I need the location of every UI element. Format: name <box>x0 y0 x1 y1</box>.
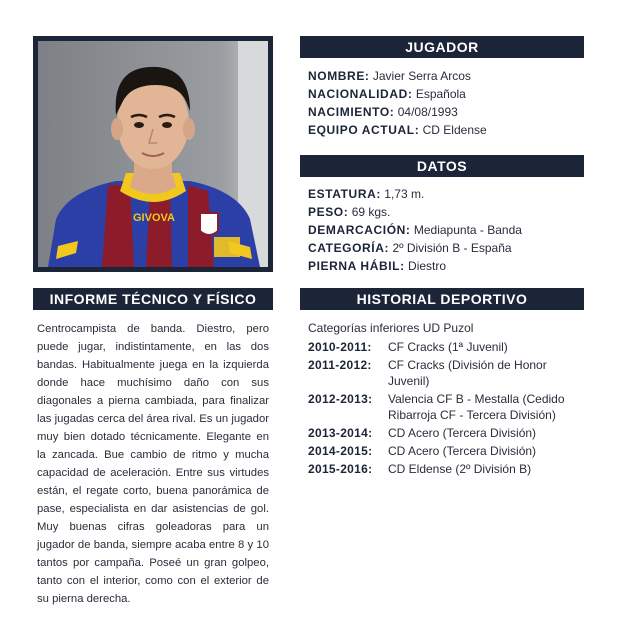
info-row-peso <box>308 203 522 221</box>
historial-row <box>308 443 584 459</box>
historial-club: CD Eldense (2º División B) <box>388 462 532 476</box>
info-label: PESO: <box>308 205 349 219</box>
historial-row <box>308 357 584 389</box>
historial-club: CF Cracks (División de Honor Juvenil) <box>388 358 547 388</box>
info-value: Javier Serra Arcos <box>372 69 471 83</box>
historial-list <box>308 320 584 479</box>
historial-years: 2013-2014: <box>308 426 373 440</box>
player-photo-illustration <box>38 41 268 267</box>
historial-years: 2010-2011: <box>308 340 372 354</box>
jugador-header: JUGADOR <box>300 36 584 58</box>
info-label: CATEGORÍA: <box>308 241 390 255</box>
info-label: NACIONALIDAD: <box>308 87 413 101</box>
info-value: 04/08/1993 <box>397 105 458 119</box>
historial-years: 2015-2016: <box>308 462 373 476</box>
historial-row <box>308 391 584 423</box>
info-value: Mediapunta - Banda <box>413 223 522 237</box>
info-label: PIERNA HÁBIL: <box>308 259 405 273</box>
info-row-demarcacion <box>308 221 522 239</box>
info-label: NACIMIENTO: <box>308 105 395 119</box>
historial-row <box>308 339 584 355</box>
info-row-estatura <box>308 185 522 203</box>
info-row-categoria <box>308 239 522 257</box>
info-row-nacionalidad <box>308 85 487 103</box>
historial-club: CD Acero (Tercera División) <box>388 426 537 440</box>
historial-club: Valencia CF B - Mestalla (Cedido Ribarroja CF - Tercera División) <box>388 392 565 422</box>
info-value: Española <box>415 87 466 101</box>
info-value: CD Eldense <box>422 123 487 137</box>
historial-years: 2011-2012: <box>308 358 372 372</box>
historial-row <box>308 461 584 477</box>
info-value: 69 kgs. <box>351 205 391 219</box>
historial-years: 2012-2013: <box>308 392 373 406</box>
historial-header: HISTORIAL DEPORTIVO <box>300 288 584 310</box>
info-label: DEMARCACIÓN: <box>308 223 411 237</box>
historial-club: CD Acero (Tercera División) <box>388 444 537 458</box>
info-row-nombre <box>308 67 487 85</box>
datos-info <box>308 185 522 275</box>
player-photo <box>38 41 268 267</box>
historial-row <box>308 425 584 441</box>
jugador-info <box>308 67 487 139</box>
historial-intro: Categorías inferiores UD Puzol <box>308 321 474 335</box>
info-value: 1,73 m. <box>384 187 425 201</box>
informe-text: Centrocampista de banda. Diestro, pero puede jugar, indistintamente, en las dos bandas. Habitualmente juega en la izquierda donde hace muchísimo daño con sus diagonales a pierna cambiada, para finalizar las jugadas cerca del área rival. Es un jugador muy bien dotado técnicamente. Elegante en la zancada. Bue cambio de ritmo y mucha capacidad de aceleración. Entre sus virtudes están, el regate corto, buena panorámica de pase, especialista en dar asistencias de gol. Muy buenas cifras goleadoras para un jugador de banda, siempre acaba entre 8 y 10 tantos por campaña. Poseé un gran golpeo, tanto con el interior, como con el exterior de su pierna derecha. <box>37 323 269 605</box>
historial-years: 2014-2015: <box>308 444 373 458</box>
info-label: EQUIPO ACTUAL: <box>308 123 420 137</box>
info-label: ESTATURA: <box>308 187 381 201</box>
player-photo-frame <box>33 36 273 272</box>
info-row-pierna <box>308 257 522 275</box>
jersey-logo-text: GIVOVA <box>133 212 175 224</box>
info-row-nacimiento <box>308 103 487 121</box>
informe-header: INFORME TÉCNICO Y FÍSICO <box>33 288 273 310</box>
info-row-equipo <box>308 121 487 139</box>
datos-header: DATOS <box>300 155 584 177</box>
info-label: NOMBRE: <box>308 69 370 83</box>
info-value: Diestro <box>408 259 447 273</box>
info-value: 2º División B - España <box>392 241 512 255</box>
historial-club: CF Cracks (1ª Juvenil) <box>388 340 508 354</box>
